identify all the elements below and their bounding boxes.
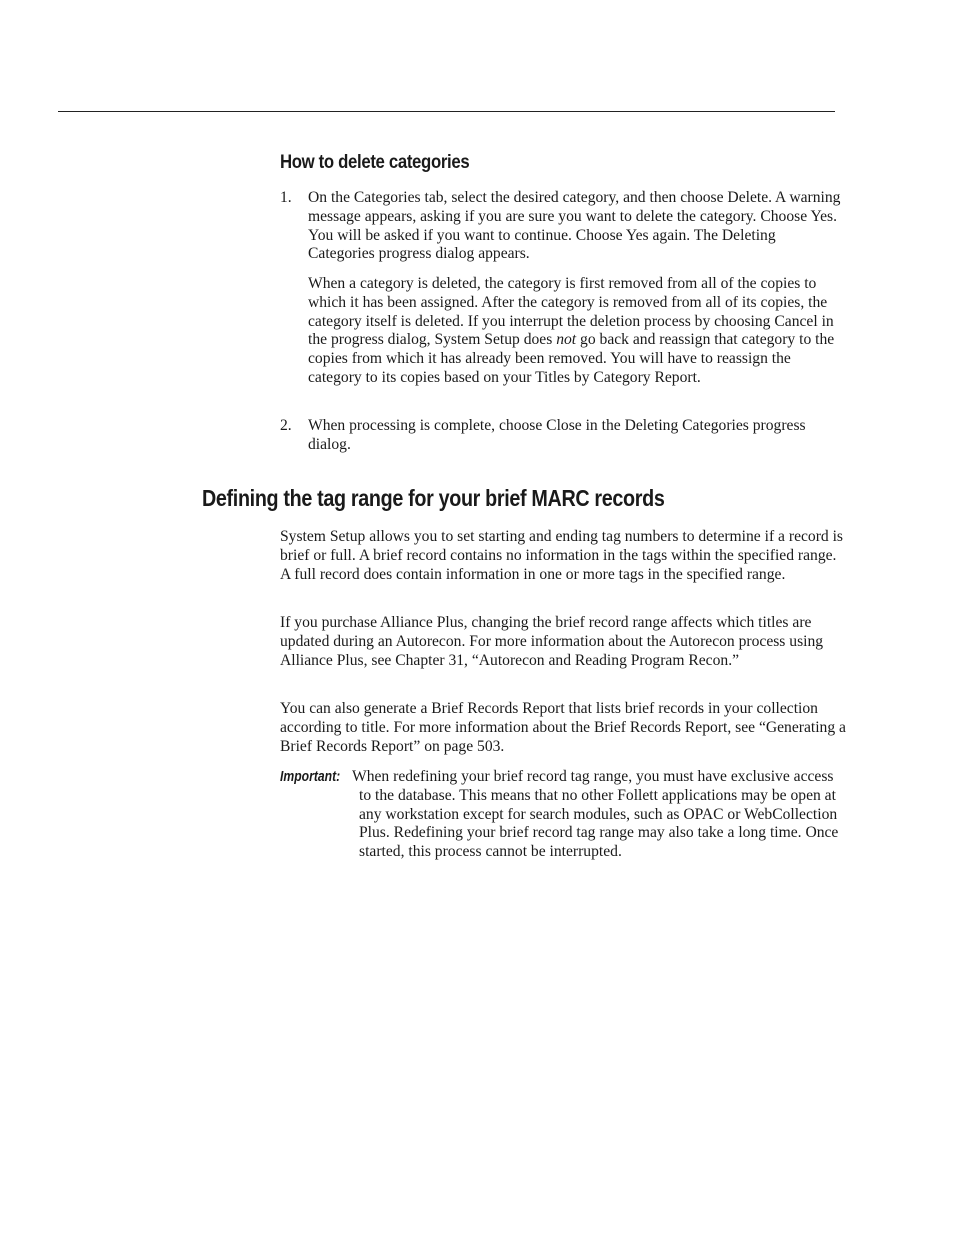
step-text: When processing is complete, choose Close in the Deleting Categories progress dialog. [308,417,806,453]
main-heading: Defining the tag range for your brief MARC records [202,485,665,511]
body-paragraph: You can also generate a Brief Records Report that lists brief records in your collection according to title. For more information about the Brief Records Report, see “Generating a Brief Records Report” on page 503. [280,700,846,755]
step-note [308,275,843,388]
important-text: When redefining your brief record tag range, you must have exclusive access to the database. This means that no other Follett applications may be open at any workstation except for search modules, such as OPAC or WebCollection Plus. Redefining your brief record tag range may also take a long time. Once started, this process cannot be interrupted. [352,768,839,861]
step-note-emphasis: not [556,331,577,349]
important-label: Important: [280,769,341,785]
step-note-before: When a category is deleted, the category is first removed from all of the copies to which it has been assigned. After the category is removed from all of its copies, the category itself is deleted. If you interrupt the deletion process by choosing Cancel in the progress dialog, System Setup does [308,275,834,349]
header-rule [58,111,835,112]
step-text: On the Categories tab, select the desired category, and then choose Delete. A warning message appears, asking if you are sure you want to delete the category. Choose Yes. You will be asked if you want to continue. Choose Yes again. The Deleting Categories progress dialog appears. [308,189,841,263]
body-paragraph: If you purchase Alliance Plus, changing the brief record range affects which titles are updated during an Autorecon. For more information about the Autorecon process using Alliance Plus, see Chapter 31, “Autorecon and Reading Program Recon.” [280,614,824,669]
step-number: 1. [280,189,292,206]
section-heading: How to delete categories [280,151,470,173]
step-note-after: go back and reassign that category to the copies from which it has already been removed. You will have to reassign the category to its copies based on your Titles by Category Report. [308,331,835,386]
step-number: 2. [280,417,292,434]
body-paragraph: System Setup allows you to set starting and ending tag numbers to determine if a record is brief or full. A brief record contains no information in the tags within the specified range. A full record does contain information in one or more tags in the specified range. [280,528,843,583]
